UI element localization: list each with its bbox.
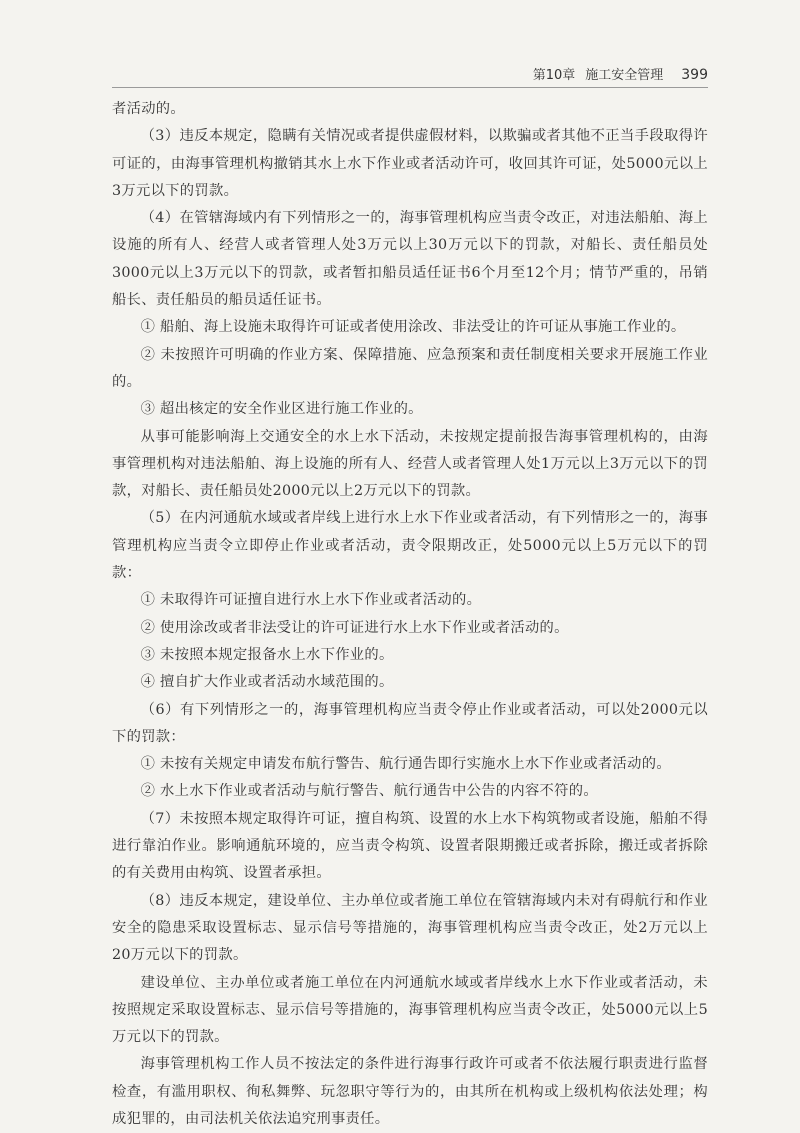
chapter-label: 第10章 — [532, 68, 576, 83]
list-item: ③ 未按照本规定报备水上水下作业的。 — [140, 646, 394, 663]
body-text — [112, 96, 708, 1133]
paragraph-continuation: 者活动的。 — [112, 101, 185, 117]
paragraph-item-3: （3）违反本规定，隐瞒有关情况或者提供虚假材料，以欺骗或者其他不正当手段取得许可证的，由海事管理机构撤销其水上水下作业或者活动许可，收回其许可证，处5000元以上3万元以下的罚款。 — [112, 128, 708, 199]
paragraph-item-5: （5）在内河通航水域或者岸线上进行水上水下作业或者活动，有下列情形之一的，海事管理机构应当责令立即停止作业或者活动，责令限期改正，处5000元以上5万元以下的罚款： — [112, 510, 708, 582]
list-item: ① 船舶、海上设施未取得许可证或者使用涂改、非法受让的许可证从事施工作业的。 — [140, 319, 686, 336]
page-number: 399 — [681, 67, 708, 83]
list-item: ① 未按有关规定申请发布航行警告、航行通告即行实施水上水下作业或者活动的。 — [140, 756, 671, 773]
paragraph-item-6: （6）有下列情形之一的，海事管理机构应当责令停止作业或者活动，可以处2000元以下的罚款： — [112, 701, 708, 745]
list-item: ④ 擅自扩大作业或者活动水域范围的。 — [140, 674, 394, 691]
paragraph-item-4: （4）在管辖海域内有下列情形之一的，海事管理机构应当责令改正，对违法船舶、海上设施的所有人、经营人或者管理人处3万元以上30万元以下的罚款，对船长、责任船员处3000元以上3万元以下的罚款，或者暂扣船员适任证书6个月至12个月；情节严重的，吊销船长、责任船员的船员适任证书。 — [112, 210, 708, 309]
section-title: 施工安全管理 — [585, 68, 664, 83]
list-item: ① 未取得许可证擅自进行水上水下作业或者活动的。 — [140, 592, 482, 609]
list-item: ② 未按照许可明确的作业方案、保障措施、应急预案和责任制度相关要求开展施工作业的。 — [112, 346, 708, 390]
header-rule — [112, 87, 708, 88]
list-item: ② 水上水下作业或者活动与航行警告、航行通告中公告的内容不符的。 — [140, 783, 598, 800]
header-text — [533, 64, 708, 83]
paragraph: 海事管理机构工作人员不按法定的条件进行海事行政许可或者不依法履行职责进行监督检查，有滥用职权、徇私舞弊、玩忽职守等行为的，由其所在机构或上级机构依法处理；构成犯罪的，由司法机关依法追究刑事责任。 — [112, 1056, 708, 1127]
paragraph-item-8: （8）违反本规定，建设单位、主办单位或者施工单位在管辖海域内未对有碍航行和作业安全的隐患采取设置标志、显示信号等措施的，海事管理机构应当责令改正，处2万元以上20万元以下的罚款。 — [112, 892, 708, 964]
paragraph-item-7: （7）未按照本规定取得许可证，擅自构筑、设置的水上水下构筑物或者设施，船舶不得进行靠泊作业。影响通航环境的，应当责令构筑、设置者限期搬迁或者拆除，搬迁或者拆除的有关费用由构筑、设置者承担。 — [112, 810, 708, 882]
list-item: ② 使用涂改或者非法受让的许可证进行水上水下作业或者活动的。 — [140, 619, 569, 636]
list-item: ③ 超出核定的安全作业区进行施工作业的。 — [140, 401, 423, 418]
paragraph: 从事可能影响海上交通安全的水上水下活动，未按规定提前报告海事管理机构的，由海事管理机构对违法船舶、海上设施的所有人、经营人或者管理人处1万元以上3万元以下的罚款，对船长、责任船员处2000元以上2万元以下的罚款。 — [112, 428, 708, 500]
running-header — [112, 56, 708, 88]
paragraph: 建设单位、主办单位或者施工单位在内河通航水域或者岸线水上水下作业或者活动，未按照规定采取设置标志、显示信号等措施的，海事管理机构应当责令改正，处5000元以上5万元以下的罚款。 — [112, 974, 708, 1046]
